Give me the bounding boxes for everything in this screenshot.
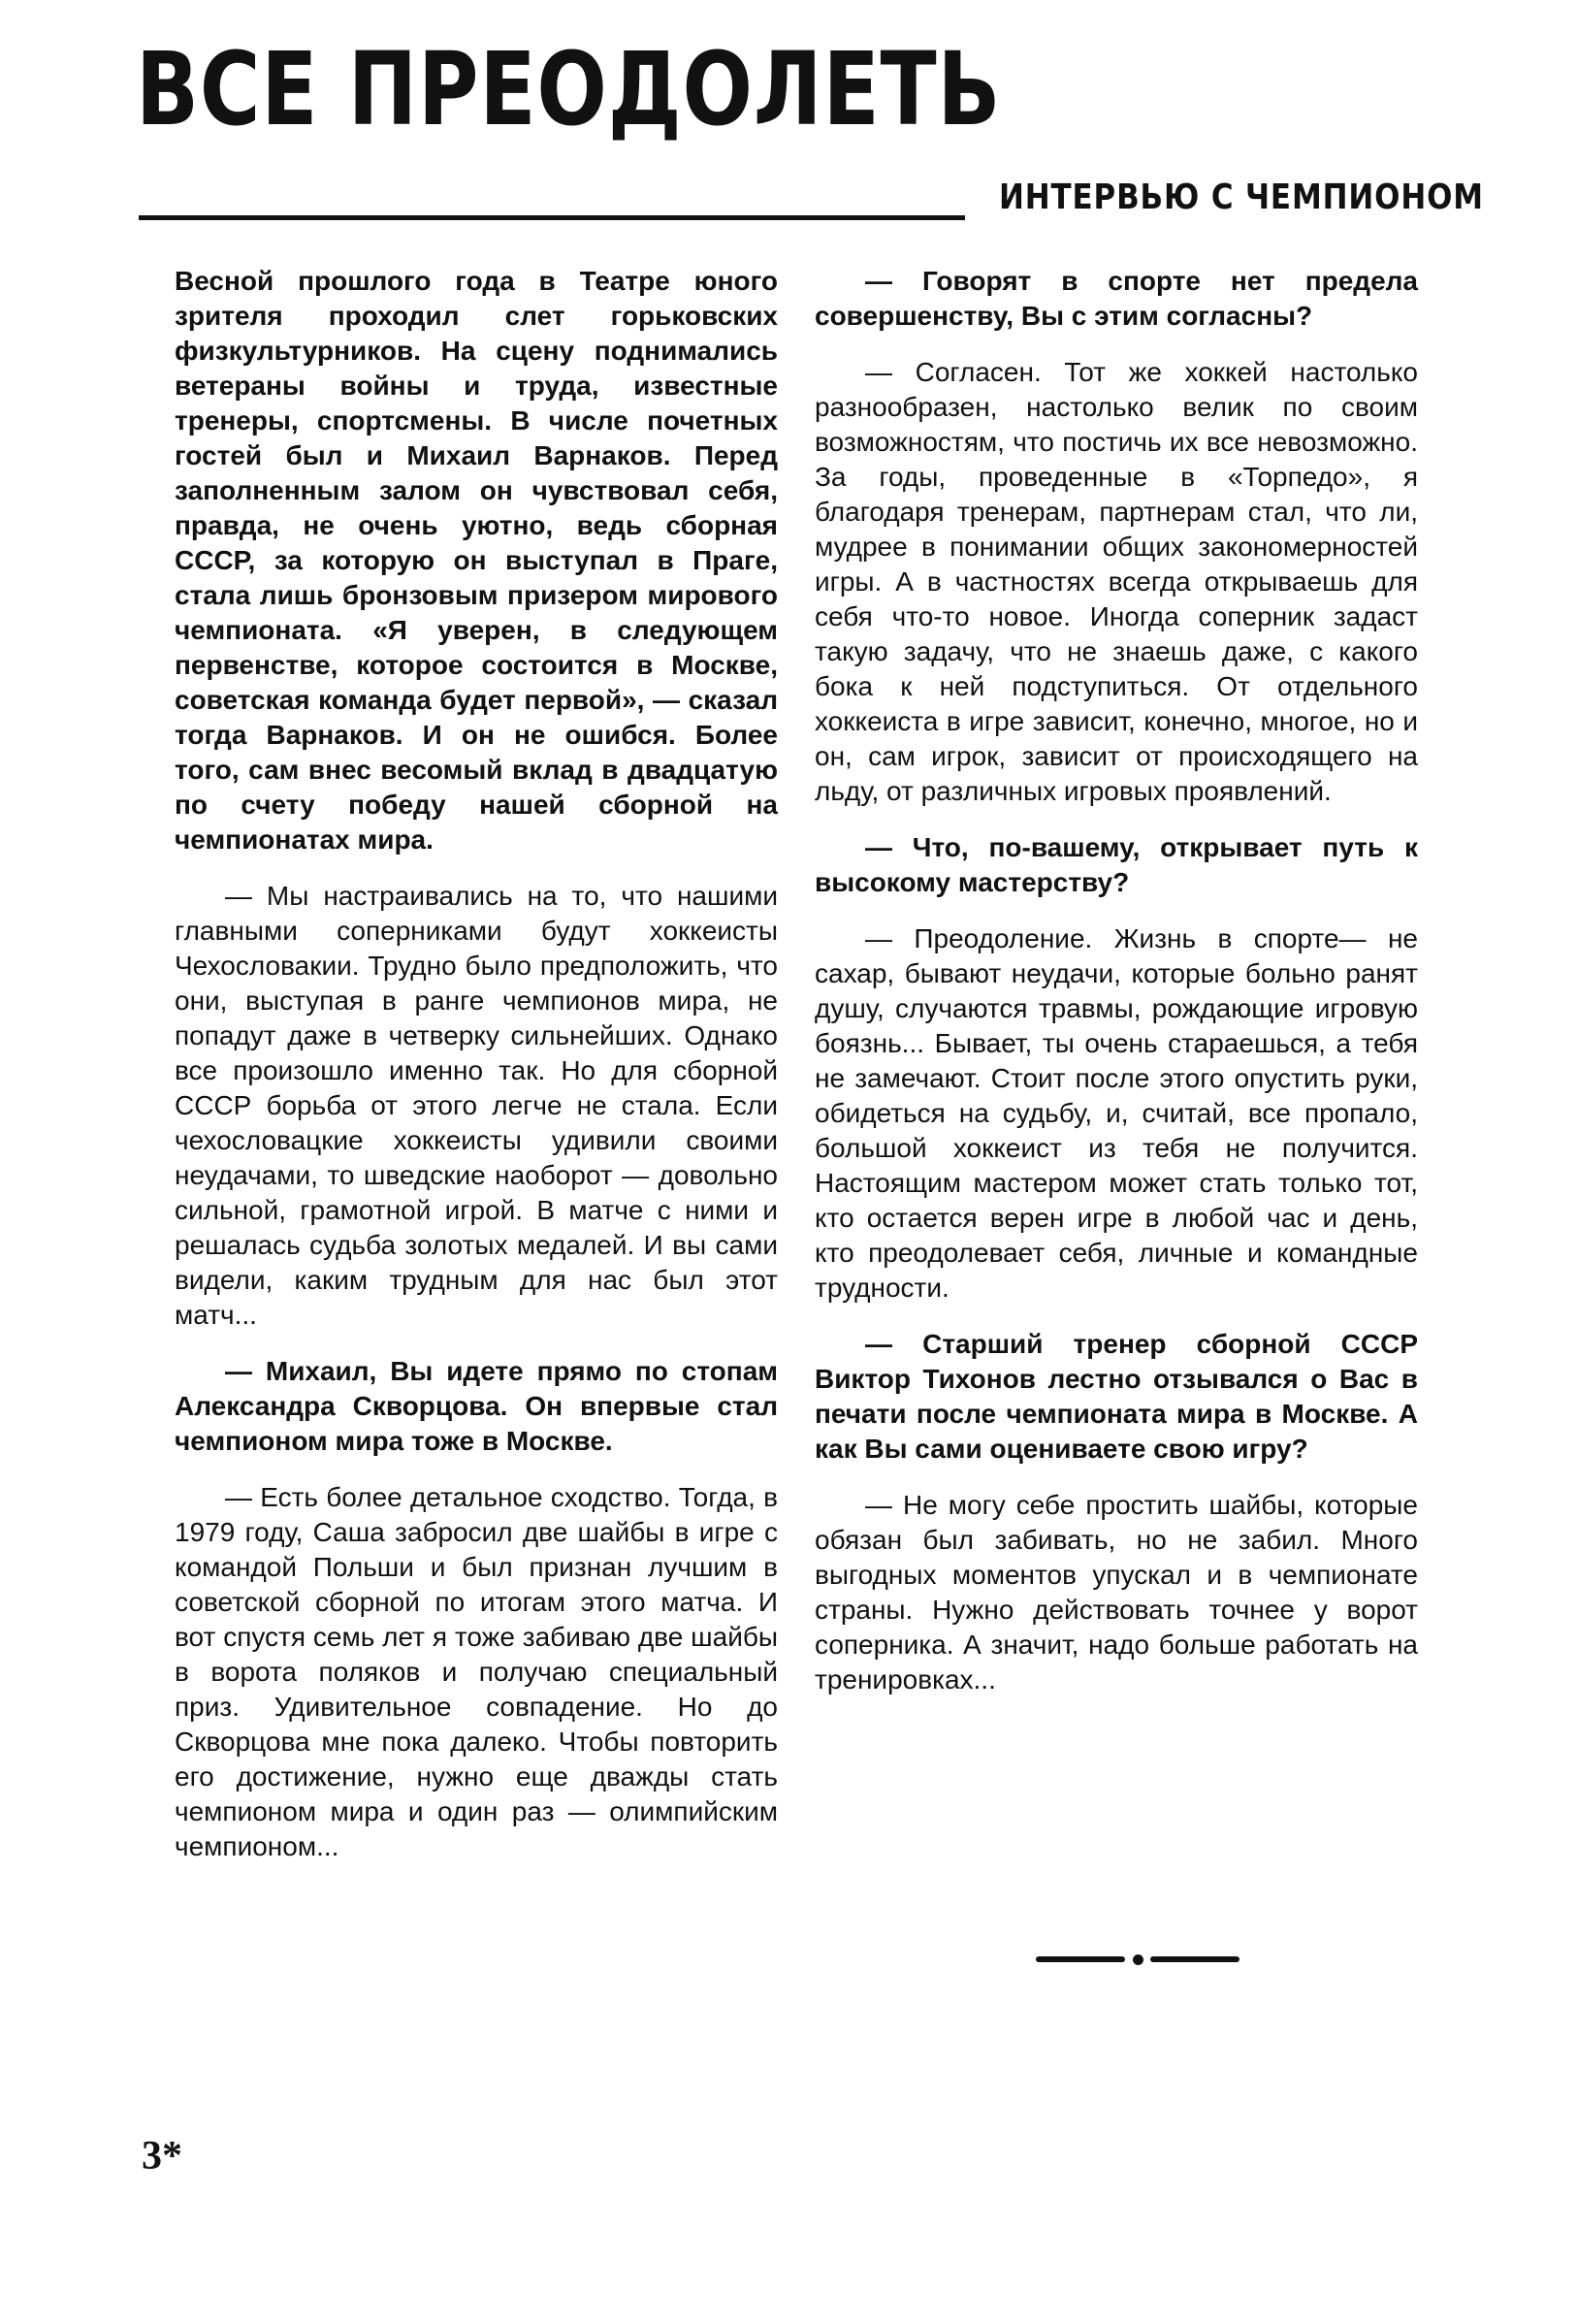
title-rule [139,215,965,220]
question-paragraph: — Старший тренер сборной СССР Виктор Тихонов лестно отзывался о Вас в печати после чемпионата мира в Москве. А как Вы сами оцениваете свою игру? [815,1329,1418,1464]
question-paragraph: — Михаил, Вы идете прямо по стопам Александра Скворцова. Он впервые стал чемпионом мира тоже в Москве. [175,1356,778,1456]
question-paragraph: — Говорят в спорте нет предела совершенству, Вы с этим согласны? [815,266,1418,331]
ornament-bar-right [1150,1956,1239,1962]
answer-paragraph: — Мы настраивались на то, что нашими главными соперниками будут хоккеисты Чехословакии. Трудно было предположить, что они, выступая в ранге чемпионов мира, не попадут даже в четверку сильнейших. Однако все произошло именно так. Но для сборной СССР борьба от этого легче не стала. Если чехословацкие хоккеисты удивили своими неудачами, то шведские наоборот — довольно сильной, грамотной игрой. В матче с ними и решалась судьба золотых медалей. И вы сами видели, каким трудным для нас был этот матч... [175,881,778,1330]
end-ornament [1036,1952,1239,1967]
answer-paragraph: — Есть более детальное сходство. Тогда, в 1979 году, Саша забросил две шайбы в игре с командой Польши и был признан лучшим в советской сборной по итогам этого матча. И вот спустя семь лет я тоже забиваю две шайбы в ворота поляков и получаю специальный приз. Удивительное совпадение. Но до Скворцова мне пока далеко. Чтобы повторить его достижение, нужно еще дважды стать чемпионом мира и один раз — олимпийским чемпионом... [175,1482,778,1861]
page-number: 3* [142,2134,182,2179]
question-paragraph: — Что, по-вашему, открывает путь к высокому мастерству? [815,832,1418,897]
right-column [815,264,1418,1719]
left-column [175,264,778,1886]
answer-paragraph: — Не могу себе простить шайбы, которые обязан был забивать, но не забил. Много выгодных моментов упускал и в чемпионате страны. Нужно действовать точнее у ворот соперника. А значит, надо больше работать на тренировках... [815,1490,1418,1695]
article-title: ВСЕ ПРЕОДОЛЕТЬ [136,30,1002,148]
answer-paragraph: — Преодоление. Жизнь в спорте— не сахар, бывают неудачи, которые больно ранят душу, случаются травмы, рождающие игровую боязнь... Бывает, ты очень стараешься, а тебя не замечают. Стоит после этого опустить руки, обидеться на судьбу, и, считай, все пропало, большой хоккеист из тебя не получится. Настоящим мастером может стать только тот, кто остается верен игре в любой час и день, кто преодолевает себя, личные и командные трудности. [815,923,1418,1303]
ornament-bar-left [1036,1956,1125,1962]
rubric-label: ИНТЕРВЬЮ С ЧЕМПИОНОМ [999,178,1484,217]
lead-paragraph: Весной прошлого года в Театре юного зрителя проходил слет горьковских физкультурников. На сцену поднимались ветераны войны и труда, известные тренеры, спортсмены. В числе почетных гостей был и Михаил Варнаков. Перед заполненным залом он чувствовал себя, правда, не очень уютно, ведь сборная СССР, за которую он выступал в Праге, стала лишь бронзовым призером мирового чемпионата. «Я уверен, в следующем первенстве, которое состоится в Москве, советская команда будет первой», — сказал тогда Варнаков. И он не ошибся. Более того, сам внес весомый вклад в двадцатую по счету победу нашей сборной на чемпионатах мира. [175,266,778,855]
ornament-dot [1133,1954,1143,1965]
answer-paragraph: — Согласен. Тот же хоккей настолько разнообразен, настолько велик по своим возможностям, что постичь их все невозможно. За годы, проведенные в «Торпедо», я благодаря тренерам, партнерам стал, что ли, мудрее в понимании общих закономерностей игры. А в частностях всегда открываешь для себя что-то новое. Иногда соперник задаст такую задачу, что не знаешь даже, с какого бока к ней подступиться. От отдельного хоккеиста в игре зависит, конечно, многое, но и он, сам игрок, зависит от происходящего на льду, от различных игровых проявлений. [815,357,1418,806]
